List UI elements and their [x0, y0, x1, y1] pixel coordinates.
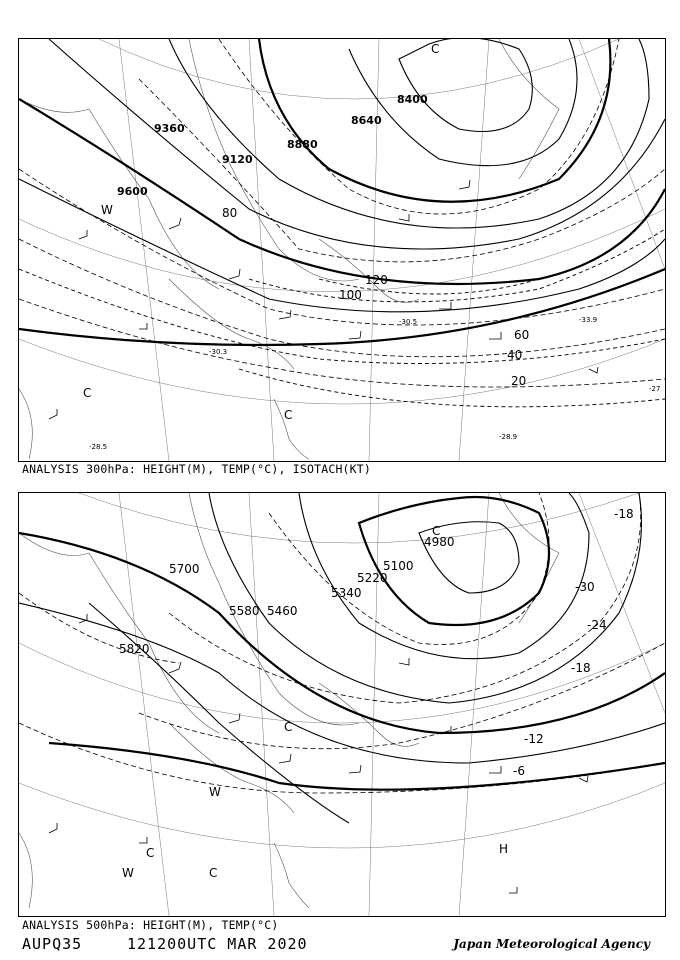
warm-symbol: W — [122, 866, 134, 880]
warm-symbol: W — [101, 203, 113, 217]
coastline — [19, 493, 559, 908]
height-label: 5220 — [357, 571, 388, 585]
temperature-label: -27 — [649, 385, 661, 393]
agency-name: Japan Meteorological Agency — [453, 937, 650, 951]
map-panel-500hpa — [18, 492, 666, 917]
height-label: 5820 — [119, 642, 150, 656]
graticule — [19, 39, 665, 461]
cold-symbol: C — [284, 408, 293, 422]
temperature-label: -30.5 — [399, 318, 418, 326]
temperature-label: -18 — [614, 507, 634, 521]
height-label: 9360 — [154, 122, 185, 135]
height-label: 9120 — [222, 153, 253, 166]
chart-id: AUPQ35 — [22, 935, 83, 953]
map-panel-300hpa — [18, 38, 666, 462]
warm-symbol: W — [209, 785, 221, 799]
cold-symbol: C — [284, 720, 293, 734]
height-label: 9600 — [117, 185, 148, 198]
isotach-label: 20 — [511, 374, 527, 388]
temperature-label: -33.9 — [579, 316, 598, 324]
map-300hpa-canvas — [19, 39, 665, 461]
height-label: 5100 — [383, 559, 414, 573]
height-label: 5340 — [331, 586, 362, 600]
temperature-label: -30.3 — [209, 348, 228, 356]
caption-300hpa: ANALYSIS 300hPa: HEIGHT(M), TEMP(°C), ISOTACH(KT) — [22, 462, 372, 476]
cold-symbol: C — [209, 866, 218, 880]
isotach-label: 40 — [507, 348, 523, 362]
temperature-label: -6 — [513, 764, 525, 778]
graticule — [19, 493, 665, 916]
cold-symbol: C — [431, 42, 440, 56]
isotach-label: 100 — [339, 288, 362, 302]
height-label: 8400 — [397, 93, 428, 106]
temperature-label: -18 — [571, 661, 591, 675]
height-contours — [19, 493, 665, 823]
cold-symbol: C — [83, 386, 92, 400]
caption-500hpa: ANALYSIS 500hPa: HEIGHT(M), TEMP(°C) — [22, 918, 279, 932]
height-label: 4980 — [424, 535, 455, 549]
temperature-label: -30 — [575, 580, 595, 594]
isotach-label: 120 — [365, 273, 388, 287]
high-pressure-symbol: H — [499, 842, 509, 856]
height-label: 5700 — [169, 562, 200, 576]
isotach-label: 80 — [222, 206, 238, 220]
height-label: 5460 — [267, 604, 298, 618]
height-label: 8880 — [287, 138, 318, 151]
temperature-label: -28.9 — [499, 433, 518, 441]
height-label: 8640 — [351, 114, 382, 127]
cold-symbol: C — [432, 524, 441, 538]
valid-time: 121200UTC MAR 2020 — [127, 935, 308, 953]
height-label: 5580 — [229, 604, 260, 618]
temperature-label: -24 — [587, 618, 607, 632]
map-500hpa-canvas — [19, 493, 665, 916]
temperature-label: -12 — [524, 732, 544, 746]
isotach-label: 60 — [514, 328, 530, 342]
temperature-contours — [19, 493, 665, 793]
coastline — [19, 39, 559, 459]
cold-symbol: C — [146, 846, 155, 860]
temperature-label: -28.5 — [89, 443, 108, 451]
temperature-contours — [19, 39, 665, 387]
